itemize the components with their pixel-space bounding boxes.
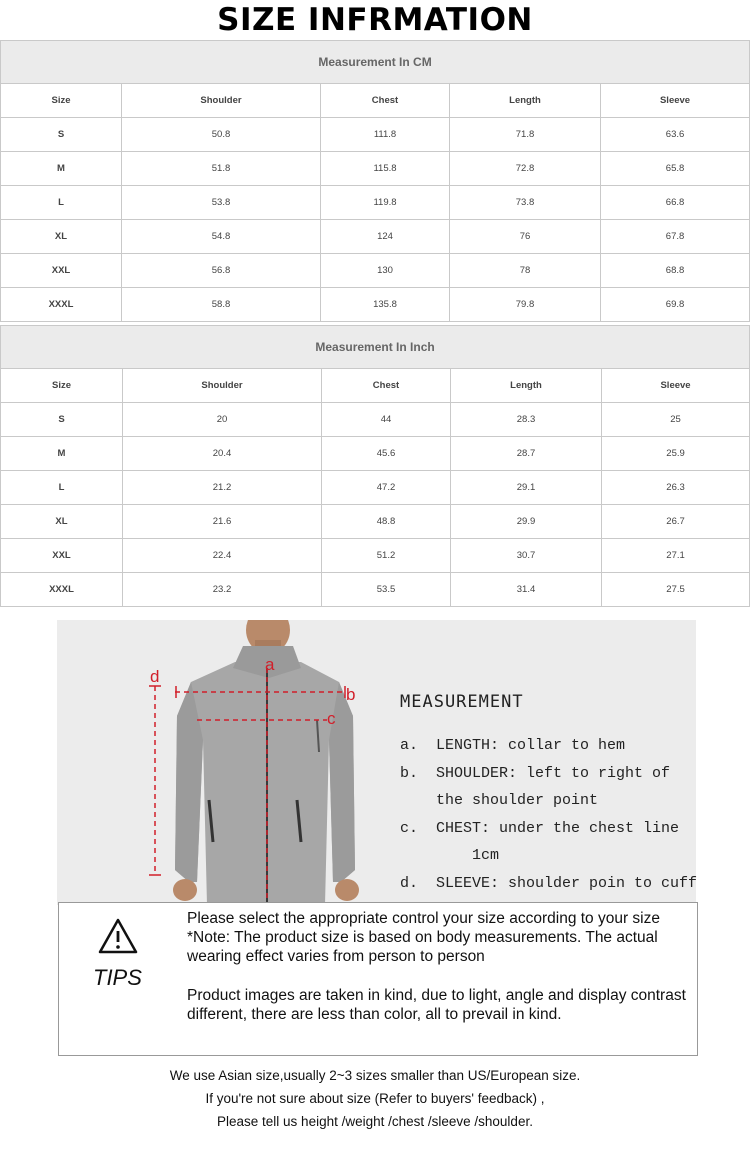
cm-table-header-row: [1, 84, 750, 118]
measurement-line-shoulder-cont: the shoulder point: [400, 792, 599, 809]
footer-line-2: If you're not sure about size (Refer to buyers' feedback) ,: [205, 1091, 545, 1106]
cm-size-table: [0, 40, 750, 322]
length-cell: 73.8: [450, 186, 601, 220]
table-row: [1, 403, 750, 437]
length-cell: 71.8: [450, 118, 601, 152]
tips-box: [58, 902, 698, 1056]
chest-cell: 48.8: [322, 505, 451, 539]
length-cell: 28.7: [451, 437, 602, 471]
measurement-line-sleeve: d. SLEEVE: shoulder poin to cuff: [400, 874, 698, 892]
shoulder-cell: 23.2: [123, 573, 322, 607]
table-row: [1, 573, 750, 607]
length-cell: 76: [450, 220, 601, 254]
page-title: SIZE INFRMATION: [217, 2, 533, 38]
sleeve-cell: 26.3: [602, 471, 750, 505]
size-cell: S: [1, 403, 123, 437]
length-cell: 72.8: [450, 152, 601, 186]
measurement-title: MEASUREMENT: [400, 692, 524, 712]
sleeve-cell: 27.1: [602, 539, 750, 573]
sleeve-cell: 65.8: [601, 152, 750, 186]
inch-table-header-row: [1, 369, 750, 403]
chest-cell: 124: [321, 220, 450, 254]
footer-line-1: We use Asian size,usually 2~3 sizes smaller than US/European size.: [169, 1068, 581, 1083]
shoulder-cell: 20: [123, 403, 322, 437]
column-header-length: Length: [451, 369, 602, 403]
tips-paragraph-1: Please select the appropriate control your size according to your size *Note: The product size is based on body measurements. The actual wearing effect varies from person to person: [187, 910, 660, 965]
label-b: b: [346, 685, 356, 704]
size-cell: XL: [1, 505, 123, 539]
table-row: [1, 254, 750, 288]
column-header-chest: Chest: [321, 84, 450, 118]
sleeve-cell: 66.8: [601, 186, 750, 220]
sleeve-cell: 63.6: [601, 118, 750, 152]
label-a: a: [265, 655, 275, 674]
tips-text: [187, 909, 697, 1044]
shoulder-cell: 56.8: [122, 254, 321, 288]
length-cell: 29.1: [451, 471, 602, 505]
column-header-shoulder: Shoulder: [122, 84, 321, 118]
length-cell: 31.4: [451, 573, 602, 607]
shoulder-cell: 53.8: [122, 186, 321, 220]
chest-cell: 130: [321, 254, 450, 288]
size-cell: XXL: [1, 254, 122, 288]
shoulder-cell: 58.8: [122, 288, 321, 322]
measurement-guide: [400, 692, 698, 892]
shoulder-cell: 20.4: [123, 437, 322, 471]
sleeve-cell: 25: [602, 403, 750, 437]
column-header-sleeve: Sleeve: [601, 84, 750, 118]
chest-cell: 53.5: [322, 573, 451, 607]
column-header-length: Length: [450, 84, 601, 118]
chest-cell: 51.2: [322, 539, 451, 573]
warning-icon: [97, 917, 139, 960]
column-header-size: Size: [1, 84, 122, 118]
sleeve-cell: 68.8: [601, 254, 750, 288]
chest-cell: 135.8: [321, 288, 450, 322]
column-header-shoulder: Shoulder: [123, 369, 322, 403]
table-row: [1, 539, 750, 573]
size-cell: XXXL: [1, 288, 122, 322]
shoulder-cell: 50.8: [122, 118, 321, 152]
shoulder-cell: 21.2: [123, 471, 322, 505]
chest-cell: 47.2: [322, 471, 451, 505]
table-row: [1, 118, 750, 152]
sleeve-cell: 67.8: [601, 220, 750, 254]
size-cell: XXXL: [1, 573, 123, 607]
shoulder-cell: 54.8: [122, 220, 321, 254]
column-header-chest: Chest: [322, 369, 451, 403]
table-row: [1, 471, 750, 505]
column-header-size: Size: [1, 369, 123, 403]
shoulder-cell: 51.8: [122, 152, 321, 186]
table-row: [1, 437, 750, 471]
table-row: [1, 152, 750, 186]
table-row: [1, 186, 750, 220]
size-cell: S: [1, 118, 122, 152]
length-cell: 30.7: [451, 539, 602, 573]
measurement-line-chest: c. CHEST: under the chest line: [400, 819, 680, 837]
cm-table-caption: Measurement In CM: [1, 41, 750, 84]
chest-cell: 115.8: [321, 152, 450, 186]
size-cell: M: [1, 152, 122, 186]
chest-cell: 45.6: [322, 437, 451, 471]
chest-cell: 119.8: [321, 186, 450, 220]
chest-cell: 111.8: [321, 118, 450, 152]
size-cell: XXL: [1, 539, 123, 573]
shoulder-cell: 22.4: [123, 539, 322, 573]
measurement-line-length: a. LENGTH: collar to hem: [400, 737, 626, 754]
size-cell: M: [1, 437, 123, 471]
inch-size-table: [0, 325, 750, 607]
inch-table-caption: Measurement In Inch: [1, 326, 750, 369]
footer-line-3: Please tell us height /weight /chest /sleeve /shoulder.: [217, 1114, 533, 1129]
length-cell: 78: [450, 254, 601, 288]
sleeve-cell: 26.7: [602, 505, 750, 539]
measurement-line-chest-cont: 1cm: [400, 847, 500, 864]
length-cell: 79.8: [450, 288, 601, 322]
label-c: c: [327, 709, 336, 728]
tips-label: TIPS: [93, 965, 142, 990]
table-row: [1, 220, 750, 254]
sleeve-cell: 69.8: [601, 288, 750, 322]
length-cell: 29.9: [451, 505, 602, 539]
shoulder-cell: 21.6: [123, 505, 322, 539]
size-cell: L: [1, 471, 123, 505]
table-row: [1, 505, 750, 539]
column-header-sleeve: Sleeve: [602, 369, 750, 403]
measurement-line-shoulder: b. SHOULDER: left to right of: [400, 764, 671, 782]
table-row: [1, 288, 750, 322]
tips-paragraph-2: Product images are taken in kind, due to light, angle and display contrast different, there are less than color, all to prevail in kind.: [187, 987, 686, 1023]
size-cell: XL: [1, 220, 122, 254]
label-d: d: [150, 667, 160, 686]
sleeve-cell: 25.9: [602, 437, 750, 471]
chest-cell: 44: [322, 403, 451, 437]
size-cell: L: [1, 186, 122, 220]
measurement-list: [400, 732, 700, 897]
length-cell: 28.3: [451, 403, 602, 437]
sleeve-cell: 27.5: [602, 573, 750, 607]
